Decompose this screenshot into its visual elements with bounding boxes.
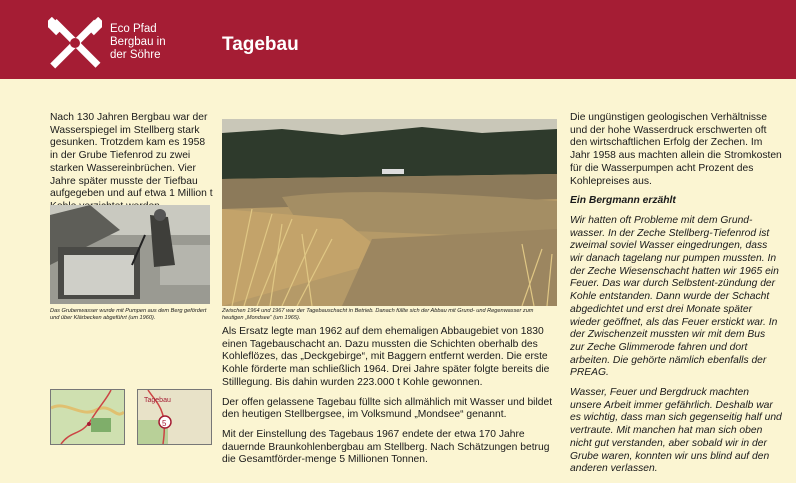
open-pit-photo: [222, 119, 557, 306]
right-column: [570, 112, 782, 483]
pump-photo: [50, 205, 210, 304]
brand-text: [110, 23, 166, 62]
pump-photo-caption: Das Grubenwasser wurde mit Pumpen aus dem Berg gefördert und über Klärbecken abgeführt (um 1960).: [50, 308, 207, 321]
miner-quote-1: Wir hatten oft Probleme mit dem Grund-wasser. In der Zeche Stellberg-Tiefenrod ist zweimal soviel Wasser eingedrungen, dass wir danach tagelang nur pumpen mussten. In der Zeche Wiesenschacht hatten wir 1965 ein Feuer. Das war durch Selbstent-zündung der Kohle entstanden. Dann wurde der Schacht abgedichtet und erst drei Monate später wieder geöffnet, als das Feuer erstickt war. In der Zwischenzeit mussten wir mit dem Bus zur Zeche Glimmerode fahren und dort arbeiten. Die gehörte nämlich ebenfalls der PREAG.: [570, 214, 779, 379]
brand-line-3: der Söhre: [110, 49, 161, 61]
crossed-hammers-icon: [48, 17, 102, 69]
main-paragraph-2: Der offen gelassene Tagebau füllte sich allmählich mit Wasser und bildet den heutigen Stellbergsee, im Volksmund „Mondsee“ genannt.: [222, 396, 553, 421]
brand-line-1: Eco Pfad: [110, 23, 157, 35]
location-map-detail: [137, 389, 212, 445]
open-pit-photo-caption: Zwischen 1964 und 1967 war der Tagebauschacht in Betrieb. Danach füllte sich der Abbau mit Grund- und Regenwasser zum heutigen „Mondsee“ (um 1965).: [222, 308, 534, 321]
miner-story-heading: Ein Bergmann erzählt: [570, 195, 676, 207]
right-paragraph-1: Die ungünstigen geologischen Verhältnisse und der hohe Wasserdruck erschwerten oft den wirtschaftlichen Erfolg der Zechen. Im Jahr 1958 aus machten allein die Stromkosten für die Wasserpumpen acht Prozent des Kohlepreises aus.: [570, 112, 782, 187]
miner-quote-2: Wasser, Feuer und Bergdruck machten unsere Arbeit immer gefährlich. Deshalb war es wichtig, dass man sich gegenseitig half und vertraute. Mit manchen hat man sich oben nicht gut verstanden, aber sobald wir in der Grube waren, konnten wir uns blind auf den anderen verlassen.: [570, 387, 782, 475]
main-paragraph-1: Als Ersatz legte man 1962 auf dem ehemaligen Abbaugebiet von 1830 einen Tagebauschacht an. Dazu mussten die Schichten oberhalb des Kohleflözes, das „Deckgebirge“, mit Baggern entfernt werden. Die erste Kohle förderte man schließlich 1964. Drei Jahre später folgte bereits die Stilllegung. Bis dahin wurden 223.000 t Kohle gewonnen.: [222, 326, 550, 388]
map-label-tagebau: Tagebau: [144, 397, 171, 404]
main-text: [222, 326, 562, 474]
main-paragraph-3: Mit der Einstellung des Tagebaus 1967 endete der etwa 170 Jahre dauernde Braunkohlenbergbau am Stellberg. Nach Schätzungen betrug die Gesamtförder-menge 5 Millionen Tonnen.: [222, 428, 550, 466]
intro-text: Nach 130 Jahren Bergbau war der Wasserspiegel im Stellberg stark gesunken. Trotzdem kam es 1958 in der Grube Tiefenrod zu zwei starken Wassereinbrüchen. Vier Jahre später musste der Tiefbau aufgegeben und auf etwa 1 Million t: [50, 112, 213, 200]
svg-text:5: 5: [162, 419, 167, 428]
location-map-overview: [50, 389, 125, 445]
header-banner: [0, 0, 796, 79]
page-title: Tagebau: [222, 34, 299, 55]
brand-line-2: Bergbau in: [110, 36, 166, 48]
